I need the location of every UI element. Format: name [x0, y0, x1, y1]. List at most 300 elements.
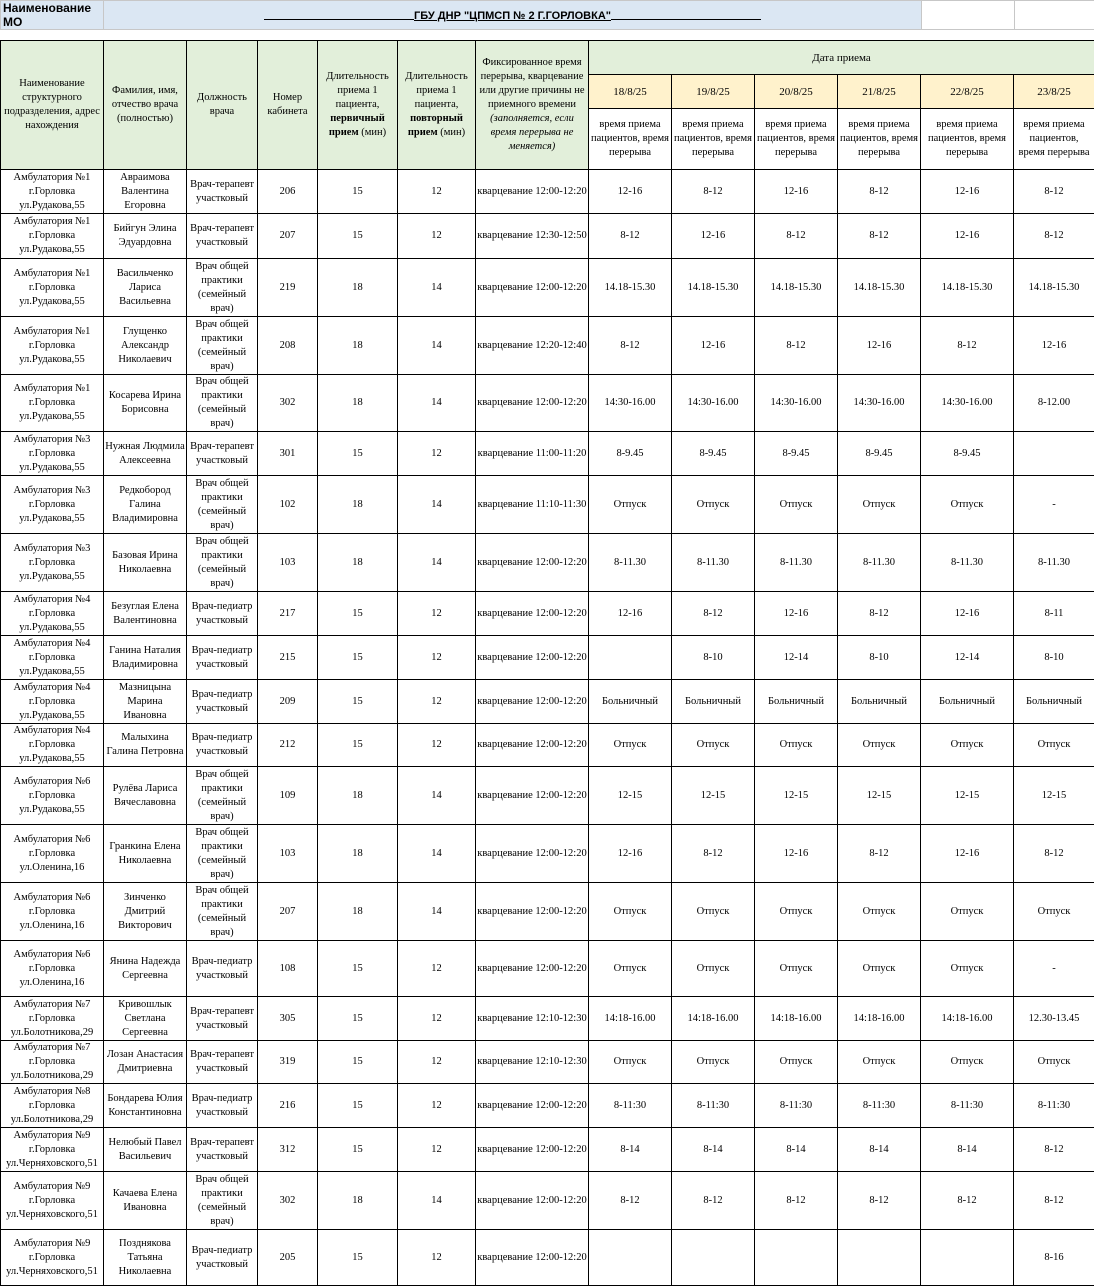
day-schedule-cell[interactable]: 8-12 — [1014, 825, 1094, 883]
day-schedule-cell[interactable]: 12-16 — [755, 170, 838, 214]
cabinet-cell[interactable]: 103 — [258, 534, 318, 592]
table-row — [1, 825, 1094, 883]
date-subheader: время приема пациентов, время перерыва — [921, 109, 1014, 170]
day-schedule-cell[interactable]: 8-11.30 — [672, 534, 755, 592]
position-cell[interactable]: Врач общей практики (семейный врач) — [187, 317, 258, 375]
unit-cell[interactable]: Амбулатория №1 г.Горловка ул.Рудакова,55 — [1, 214, 104, 259]
break-cell[interactable]: кварцевание 12:00-12:20 — [476, 534, 589, 592]
day-schedule-cell[interactable]: Отпуск — [672, 1041, 755, 1084]
cabinet-cell[interactable]: 305 — [258, 997, 318, 1041]
repeat-duration-cell[interactable]: 12 — [398, 997, 476, 1041]
cabinet-cell[interactable]: 103 — [258, 825, 318, 883]
day-schedule-cell[interactable]: 14.18-15.30 — [672, 259, 755, 317]
day-schedule-cell[interactable]: 8-12 — [1014, 1172, 1094, 1230]
repeat-duration-cell[interactable]: 12 — [398, 170, 476, 214]
day-schedule-cell[interactable]: Отпуск — [672, 941, 755, 997]
dates-caption: Дата приема — [589, 41, 1094, 75]
doctor-cell[interactable]: Мазницына Марина Ивановна — [104, 680, 187, 724]
day-schedule-cell[interactable]: Отпуск — [589, 476, 672, 534]
position-cell[interactable]: Врач-терапевт участковый — [187, 997, 258, 1041]
mo-value-cell[interactable] — [104, 1, 922, 30]
day-schedule-cell[interactable]: Больничный — [838, 680, 921, 724]
cabinet-cell[interactable]: 312 — [258, 1128, 318, 1172]
break-cell[interactable]: кварцевание 12:00-12:20 — [476, 375, 589, 432]
position-cell[interactable]: Врач-педиатр участковый — [187, 592, 258, 636]
break-cell[interactable]: кварцевание 12:30-12:50 — [476, 214, 589, 259]
unit-cell[interactable]: Амбулатория №9 г.Горловка ул.Черняховского,51 — [1, 1230, 104, 1286]
day-schedule-cell[interactable]: - — [1014, 941, 1094, 997]
primary-duration-cell[interactable]: 18 — [318, 534, 398, 592]
unit-cell[interactable]: Амбулатория №8 г.Горловка ул.Болотникова,29 — [1, 1084, 104, 1128]
day-schedule-cell[interactable]: 8-12 — [838, 825, 921, 883]
position-cell[interactable]: Врач-педиатр участковый — [187, 680, 258, 724]
unit-cell[interactable]: Амбулатория №4 г.Горловка ул.Рудакова,55 — [1, 680, 104, 724]
day-schedule-cell[interactable]: Отпуск — [921, 883, 1014, 941]
unit-cell[interactable]: Амбулатория №1 г.Горловка ул.Рудакова,55 — [1, 259, 104, 317]
table-row — [1, 636, 1094, 680]
day-schedule-cell[interactable]: Больничный — [589, 680, 672, 724]
day-schedule-cell[interactable]: 12-16 — [589, 592, 672, 636]
day-schedule-cell[interactable]: 8-9.45 — [838, 432, 921, 476]
unit-cell[interactable]: Амбулатория №3 г.Горловка ул.Рудакова,55 — [1, 476, 104, 534]
date-header: 22/8/25 — [921, 75, 1014, 109]
day-schedule-cell[interactable] — [589, 636, 672, 680]
day-schedule-cell[interactable]: 12-15 — [589, 767, 672, 825]
break-cell[interactable]: кварцевание 12:10-12:30 — [476, 997, 589, 1041]
doctor-cell[interactable]: Бийгун Элина Эдуардовна — [104, 214, 187, 259]
day-schedule-cell[interactable]: Отпуск — [838, 724, 921, 767]
position-cell[interactable]: Врач-терапевт участковый — [187, 170, 258, 214]
repeat-duration-cell[interactable]: 14 — [398, 1172, 476, 1230]
doctor-cell[interactable]: Рулёва Лариса Вячеславовна — [104, 767, 187, 825]
break-cell[interactable]: кварцевание 12:00-12:20 — [476, 767, 589, 825]
day-schedule-cell[interactable]: 8-11.30 — [921, 534, 1014, 592]
doctor-cell[interactable]: Нужная Людмила Алексеевна — [104, 432, 187, 476]
position-cell[interactable]: Врач-педиатр участковый — [187, 724, 258, 767]
unit-cell[interactable]: Амбулатория №1 г.Горловка ул.Рудакова,55 — [1, 375, 104, 432]
repeat-duration-cell[interactable]: 14 — [398, 476, 476, 534]
unit-cell[interactable]: Амбулатория №6 г.Горловка ул.Оленина,16 — [1, 941, 104, 997]
day-schedule-cell[interactable]: Отпуск — [838, 883, 921, 941]
day-schedule-cell[interactable]: 8-12 — [838, 170, 921, 214]
table-row — [1, 375, 1094, 432]
position-cell[interactable]: Врач общей практики (семейный врач) — [187, 375, 258, 432]
day-schedule-cell[interactable]: 12-16 — [589, 170, 672, 214]
primary-duration-cell[interactable]: 15 — [318, 1128, 398, 1172]
break-cell[interactable]: кварцевание 12:00-12:20 — [476, 1172, 589, 1230]
day-schedule-cell[interactable]: 8-12 — [589, 1172, 672, 1230]
day-schedule-cell[interactable]: 8-10 — [838, 636, 921, 680]
date-subheader: время приема пациентов, время перерыва — [755, 109, 838, 170]
day-schedule-cell[interactable] — [921, 1230, 1014, 1286]
repeat-duration-cell[interactable]: 12 — [398, 1128, 476, 1172]
repeat-duration-cell[interactable]: 14 — [398, 317, 476, 375]
break-cell[interactable]: кварцевание 12:00-12:20 — [476, 1230, 589, 1286]
break-cell[interactable]: кварцевание 12:00-12:20 — [476, 1084, 589, 1128]
day-schedule-cell[interactable]: 12-16 — [755, 825, 838, 883]
day-schedule-cell[interactable]: 8-14 — [589, 1128, 672, 1172]
unit-cell[interactable]: Амбулатория №6 г.Горловка ул.Рудакова,55 — [1, 767, 104, 825]
day-schedule-cell[interactable]: 14.18-15.30 — [921, 259, 1014, 317]
break-cell[interactable]: кварцевание 12:10-12:30 — [476, 1041, 589, 1084]
primary-duration-cell[interactable]: 15 — [318, 170, 398, 214]
day-schedule-cell[interactable]: 8-14 — [921, 1128, 1014, 1172]
unit-cell[interactable]: Амбулатория №9 г.Горловка ул.Черняховского,51 — [1, 1172, 104, 1230]
cabinet-cell[interactable]: 102 — [258, 476, 318, 534]
repeat-duration-cell[interactable]: 14 — [398, 767, 476, 825]
day-schedule-cell[interactable]: Отпуск — [755, 1041, 838, 1084]
day-schedule-cell[interactable]: Отпуск — [921, 941, 1014, 997]
day-schedule-cell[interactable]: Отпуск — [672, 724, 755, 767]
doctor-cell[interactable]: Бондарева Юлия Константиновна — [104, 1084, 187, 1128]
doctor-cell[interactable]: Авраимова Валентина Егоровна — [104, 170, 187, 214]
primary-duration-cell[interactable]: 15 — [318, 214, 398, 259]
day-schedule-cell[interactable]: 8-10 — [672, 636, 755, 680]
doctor-cell[interactable]: Лозан Анастасия Дмитриевна — [104, 1041, 187, 1084]
day-schedule-cell[interactable]: Отпуск — [755, 883, 838, 941]
cabinet-cell[interactable]: 208 — [258, 317, 318, 375]
day-schedule-cell[interactable]: Отпуск — [589, 724, 672, 767]
day-schedule-cell[interactable]: Отпуск — [921, 1041, 1014, 1084]
day-schedule-cell[interactable]: 12-15 — [1014, 767, 1094, 825]
day-schedule-cell[interactable]: 14.18-15.30 — [755, 259, 838, 317]
day-schedule-cell[interactable]: 12-16 — [921, 170, 1014, 214]
cabinet-cell[interactable]: 108 — [258, 941, 318, 997]
table-row — [1, 170, 1094, 214]
doctor-cell[interactable]: Малыхина Галина Петровна — [104, 724, 187, 767]
doctor-cell[interactable]: Васильченко Лариса Васильевна — [104, 259, 187, 317]
repeat-duration-cell[interactable]: 14 — [398, 825, 476, 883]
break-cell[interactable]: кварцевание 12:00-12:20 — [476, 170, 589, 214]
break-cell[interactable]: кварцевание 12:00-12:20 — [476, 825, 589, 883]
day-schedule-cell[interactable]: 8-12 — [672, 825, 755, 883]
doctor-cell[interactable]: Качаева Елена Ивановна — [104, 1172, 187, 1230]
day-schedule-cell[interactable]: 12-16 — [1014, 317, 1094, 375]
unit-cell[interactable]: Амбулатория №7 г.Горловка ул.Болотникова,29 — [1, 1041, 104, 1084]
repeat-duration-cell[interactable]: 12 — [398, 432, 476, 476]
day-schedule-cell[interactable]: 8-12 — [838, 1172, 921, 1230]
day-schedule-cell[interactable]: 8-12 — [755, 317, 838, 375]
day-schedule-cell[interactable]: 8-14 — [672, 1128, 755, 1172]
repeat-duration-cell[interactable]: 12 — [398, 592, 476, 636]
cabinet-cell[interactable]: 302 — [258, 375, 318, 432]
day-schedule-cell[interactable]: 8-11:30 — [838, 1084, 921, 1128]
day-schedule-cell[interactable]: 8-9.45 — [589, 432, 672, 476]
day-schedule-cell[interactable]: Отпуск — [755, 941, 838, 997]
day-schedule-cell[interactable]: 12-16 — [589, 825, 672, 883]
day-schedule-cell[interactable]: 14.18-15.30 — [589, 259, 672, 317]
day-schedule-cell[interactable]: 8-12 — [755, 214, 838, 259]
primary-duration-cell[interactable]: 18 — [318, 1172, 398, 1230]
repeat-duration-cell[interactable]: 14 — [398, 375, 476, 432]
day-schedule-cell[interactable]: Больничный — [1014, 680, 1094, 724]
repeat-duration-cell[interactable]: 14 — [398, 534, 476, 592]
repeat-duration-cell[interactable]: 12 — [398, 941, 476, 997]
position-cell[interactable]: Врач-терапевт участковый — [187, 1128, 258, 1172]
cabinet-cell[interactable]: 319 — [258, 1041, 318, 1084]
position-cell[interactable]: Врач общей практики (семейный врач) — [187, 259, 258, 317]
doctor-cell[interactable]: Зинченко Дмитрий Викторович — [104, 883, 187, 941]
day-schedule-cell[interactable]: 14.18-15.30 — [838, 259, 921, 317]
position-cell[interactable]: Врач общей практики (семейный врач) — [187, 767, 258, 825]
day-schedule-cell[interactable]: 12-16 — [672, 317, 755, 375]
cabinet-cell[interactable]: 216 — [258, 1084, 318, 1128]
day-schedule-cell[interactable]: Отпуск — [838, 941, 921, 997]
position-cell[interactable]: Врач-педиатр участковый — [187, 636, 258, 680]
day-schedule-cell[interactable]: 8-11:30 — [1014, 1084, 1094, 1128]
day-schedule-cell[interactable]: 8-9.45 — [672, 432, 755, 476]
primary-duration-cell[interactable]: 18 — [318, 259, 398, 317]
position-cell[interactable]: Врач общей практики (семейный врач) — [187, 825, 258, 883]
day-schedule-cell[interactable]: 8-12 — [921, 317, 1014, 375]
day-schedule-cell[interactable]: 14:30-16.00 — [589, 375, 672, 432]
day-schedule-cell[interactable]: Отпуск — [672, 883, 755, 941]
day-schedule-cell[interactable]: 12.30-13.45 — [1014, 997, 1094, 1041]
break-cell[interactable]: кварцевание 12:00-12:20 — [476, 592, 589, 636]
cabinet-cell[interactable]: 207 — [258, 214, 318, 259]
doctor-cell[interactable]: Редкобород Галина Владимировна — [104, 476, 187, 534]
day-schedule-cell[interactable]: Отпуск — [838, 476, 921, 534]
day-schedule-cell[interactable]: 8-11.30 — [589, 534, 672, 592]
day-schedule-cell[interactable]: 8-12 — [838, 592, 921, 636]
day-schedule-cell[interactable]: 8-12 — [921, 1172, 1014, 1230]
day-schedule-cell[interactable] — [838, 1230, 921, 1286]
day-schedule-cell[interactable]: 14:30-16.00 — [921, 375, 1014, 432]
day-schedule-cell[interactable]: Больничный — [755, 680, 838, 724]
unit-cell[interactable]: Амбулатория №6 г.Горловка ул.Оленина,16 — [1, 825, 104, 883]
primary-duration-cell[interactable]: 18 — [318, 375, 398, 432]
primary-duration-cell[interactable]: 15 — [318, 1084, 398, 1128]
day-schedule-cell[interactable]: 14:18-16.00 — [589, 997, 672, 1041]
day-schedule-cell[interactable]: 8-16 — [1014, 1230, 1094, 1286]
day-schedule-cell[interactable]: 12-14 — [755, 636, 838, 680]
break-cell[interactable]: кварцевание 12:00-12:20 — [476, 883, 589, 941]
position-cell[interactable]: Врач-терапевт участковый — [187, 1041, 258, 1084]
day-schedule-cell[interactable]: Отпуск — [589, 883, 672, 941]
primary-duration-cell[interactable]: 18 — [318, 883, 398, 941]
day-schedule-cell[interactable]: 8-14 — [838, 1128, 921, 1172]
doctor-cell[interactable]: Безуглая Елена Валентиновна — [104, 592, 187, 636]
doctor-cell[interactable]: Гранкина Елена Николаевна — [104, 825, 187, 883]
repeat-duration-cell[interactable]: 12 — [398, 724, 476, 767]
primary-duration-cell[interactable]: 15 — [318, 724, 398, 767]
day-schedule-cell[interactable]: 14:18-16.00 — [921, 997, 1014, 1041]
day-schedule-cell[interactable]: Больничный — [672, 680, 755, 724]
position-cell[interactable]: Врач-терапевт участковый — [187, 432, 258, 476]
date-header: 20/8/25 — [755, 75, 838, 109]
position-cell[interactable]: Врач общей практики (семейный врач) — [187, 1172, 258, 1230]
day-schedule-cell[interactable]: Отпуск — [838, 1041, 921, 1084]
break-cell[interactable]: кварцевание 12:20-12:40 — [476, 317, 589, 375]
position-cell[interactable]: Врач общей практики (семейный врач) — [187, 476, 258, 534]
cabinet-cell[interactable]: 206 — [258, 170, 318, 214]
cabinet-cell[interactable]: 215 — [258, 636, 318, 680]
position-cell[interactable]: Врач-педиатр участковый — [187, 1084, 258, 1128]
day-schedule-cell[interactable]: Отпуск — [672, 476, 755, 534]
break-cell[interactable]: кварцевание 11:10-11:30 — [476, 476, 589, 534]
cabinet-cell[interactable]: 301 — [258, 432, 318, 476]
unit-cell[interactable]: Амбулатория №3 г.Горловка ул.Рудакова,55 — [1, 534, 104, 592]
position-cell[interactable]: Врач общей практики (семейный врач) — [187, 534, 258, 592]
day-schedule-cell[interactable]: 14.18-15.30 — [1014, 259, 1094, 317]
day-schedule-cell[interactable]: Отпуск — [1014, 724, 1094, 767]
cabinet-cell[interactable]: 219 — [258, 259, 318, 317]
day-schedule-cell[interactable]: Отпуск — [921, 476, 1014, 534]
break-cell[interactable]: кварцевание 12:00-12:20 — [476, 636, 589, 680]
day-schedule-cell[interactable]: 8-12.00 — [1014, 375, 1094, 432]
repeat-duration-cell[interactable]: 14 — [398, 259, 476, 317]
doctor-cell[interactable]: Базовая Ирина Николаевна — [104, 534, 187, 592]
empty-cell[interactable] — [922, 1, 1015, 30]
day-schedule-cell[interactable]: 8-9.45 — [921, 432, 1014, 476]
table-row — [1, 680, 1094, 724]
day-schedule-cell[interactable] — [1014, 432, 1094, 476]
break-cell[interactable]: кварцевание 11:00-11:20 — [476, 432, 589, 476]
repeat-duration-cell[interactable]: 12 — [398, 680, 476, 724]
unit-cell[interactable]: Амбулатория №4 г.Горловка ул.Рудакова,55 — [1, 592, 104, 636]
day-schedule-cell[interactable]: 8-12 — [672, 592, 755, 636]
day-schedule-cell[interactable]: - — [1014, 476, 1094, 534]
primary-duration-cell[interactable]: 15 — [318, 680, 398, 724]
unit-cell[interactable]: Амбулатория №1 г.Горловка ул.Рудакова,55 — [1, 170, 104, 214]
day-schedule-cell[interactable]: Отпуск — [755, 476, 838, 534]
day-schedule-cell[interactable]: 8-9.45 — [755, 432, 838, 476]
break-cell[interactable]: кварцевание 12:00-12:20 — [476, 259, 589, 317]
primary-duration-cell[interactable]: 18 — [318, 476, 398, 534]
cabinet-cell[interactable]: 212 — [258, 724, 318, 767]
position-cell[interactable]: Врач общей практики (семейный врач) — [187, 883, 258, 941]
day-schedule-cell[interactable]: 8-12 — [755, 1172, 838, 1230]
unit-cell[interactable]: Амбулатория №4 г.Горловка ул.Рудакова,55 — [1, 636, 104, 680]
repeat-duration-cell[interactable]: 14 — [398, 883, 476, 941]
day-schedule-cell[interactable]: 8-12 — [838, 214, 921, 259]
day-schedule-cell[interactable]: 8-11.30 — [755, 534, 838, 592]
day-schedule-cell[interactable]: Отпуск — [1014, 1041, 1094, 1084]
unit-cell[interactable]: Амбулатория №6 г.Горловка ул.Оленина,16 — [1, 883, 104, 941]
doctor-cell[interactable]: Позднякова Татьяна Николаевна — [104, 1230, 187, 1286]
repeat-duration-cell[interactable]: 12 — [398, 1230, 476, 1286]
unit-cell[interactable]: Амбулатория №1 г.Горловка ул.Рудакова,55 — [1, 317, 104, 375]
primary-duration-cell[interactable]: 18 — [318, 767, 398, 825]
day-schedule-cell[interactable]: Отпуск — [755, 724, 838, 767]
day-schedule-cell[interactable]: 8-10 — [1014, 636, 1094, 680]
day-schedule-cell[interactable]: 8-11 — [1014, 592, 1094, 636]
position-cell[interactable]: Врач-терапевт участковый — [187, 214, 258, 259]
doctor-cell[interactable]: Ганина Наталия Владимировна — [104, 636, 187, 680]
repeat-duration-cell[interactable]: 12 — [398, 636, 476, 680]
day-schedule-cell[interactable]: 12-15 — [921, 767, 1014, 825]
cabinet-cell[interactable]: 302 — [258, 1172, 318, 1230]
doctor-cell[interactable]: Янина Надежда Сергеевна — [104, 941, 187, 997]
day-schedule-cell[interactable]: Отпуск — [589, 941, 672, 997]
unit-cell[interactable]: Амбулатория №9 г.Горловка ул.Черняховского,51 — [1, 1128, 104, 1172]
day-schedule-cell[interactable]: 12-14 — [921, 636, 1014, 680]
day-schedule-cell[interactable]: 8-12 — [1014, 1128, 1094, 1172]
cabinet-cell[interactable]: 109 — [258, 767, 318, 825]
primary-duration-cell[interactable]: 18 — [318, 317, 398, 375]
primary-duration-cell[interactable]: 18 — [318, 825, 398, 883]
day-schedule-cell[interactable] — [589, 1230, 672, 1286]
day-schedule-cell[interactable]: Больничный — [921, 680, 1014, 724]
day-schedule-cell[interactable]: 12-16 — [838, 317, 921, 375]
unit-cell[interactable]: Амбулатория №7 г.Горловка ул.Болотникова,29 — [1, 997, 104, 1041]
primary-duration-cell[interactable]: 15 — [318, 432, 398, 476]
day-schedule-cell[interactable]: 8-11:30 — [921, 1084, 1014, 1128]
repeat-duration-cell[interactable]: 12 — [398, 1084, 476, 1128]
day-schedule-cell[interactable]: 8-11.30 — [838, 534, 921, 592]
day-schedule-cell[interactable]: 14:30-16.00 — [755, 375, 838, 432]
break-cell[interactable]: кварцевание 12:00-12:20 — [476, 680, 589, 724]
spacer-row — [0, 27, 1094, 41]
cabinet-cell[interactable]: 205 — [258, 1230, 318, 1286]
day-schedule-cell[interactable]: 12-16 — [755, 592, 838, 636]
day-schedule-cell[interactable]: 12-16 — [921, 825, 1014, 883]
doctor-cell[interactable]: Кривошлык Светлана Сергеевна — [104, 997, 187, 1041]
day-schedule-cell[interactable]: 8-11:30 — [755, 1084, 838, 1128]
day-schedule-cell[interactable]: 8-12 — [1014, 214, 1094, 259]
day-schedule-cell[interactable]: 14:30-16.00 — [838, 375, 921, 432]
doctor-cell[interactable]: Нелюбый Павел Васильевич — [104, 1128, 187, 1172]
day-schedule-cell[interactable]: 8-12 — [589, 317, 672, 375]
repeat-duration-cell[interactable]: 12 — [398, 1041, 476, 1084]
day-schedule-cell[interactable]: 12-16 — [672, 214, 755, 259]
day-schedule-cell[interactable]: 8-14 — [755, 1128, 838, 1172]
cabinet-cell[interactable]: 209 — [258, 680, 318, 724]
break-cell[interactable]: кварцевание 12:00-12:20 — [476, 1128, 589, 1172]
primary-duration-cell[interactable]: 15 — [318, 636, 398, 680]
doctor-cell[interactable]: Косарева Ирина Борисовна — [104, 375, 187, 432]
break-cell[interactable]: кварцевание 12:00-12:20 — [476, 724, 589, 767]
day-schedule-cell[interactable]: 12-16 — [921, 592, 1014, 636]
day-schedule-cell[interactable]: 8-12 — [672, 170, 755, 214]
day-schedule-cell[interactable]: 8-11.30 — [1014, 534, 1094, 592]
day-schedule-cell[interactable]: Отпуск — [589, 1041, 672, 1084]
primary-duration-cell[interactable]: 15 — [318, 997, 398, 1041]
position-cell[interactable]: Врач-педиатр участковый — [187, 941, 258, 997]
primary-duration-cell[interactable]: 15 — [318, 941, 398, 997]
day-schedule-cell[interactable]: 14:18-16.00 — [838, 997, 921, 1041]
unit-cell[interactable]: Амбулатория №3 г.Горловка ул.Рудакова,55 — [1, 432, 104, 476]
primary-duration-cell[interactable]: 15 — [318, 592, 398, 636]
day-schedule-cell[interactable]: 8-12 — [589, 214, 672, 259]
primary-duration-cell[interactable]: 15 — [318, 1230, 398, 1286]
cabinet-cell[interactable]: 217 — [258, 592, 318, 636]
position-cell[interactable]: Врач-педиатр участковый — [187, 1230, 258, 1286]
day-schedule-cell[interactable]: 12-15 — [838, 767, 921, 825]
day-schedule-cell[interactable] — [755, 1230, 838, 1286]
day-schedule-cell[interactable]: 8-11:30 — [672, 1084, 755, 1128]
day-schedule-cell[interactable]: 14:30-16.00 — [672, 375, 755, 432]
primary-duration-cell[interactable]: 15 — [318, 1041, 398, 1084]
day-schedule-cell[interactable]: 8-12 — [1014, 170, 1094, 214]
doctor-cell[interactable]: Глущенко Александр Николаевич — [104, 317, 187, 375]
empty-cell[interactable] — [1015, 1, 1094, 30]
day-schedule-cell[interactable]: 8-11:30 — [589, 1084, 672, 1128]
break-cell[interactable]: кварцевание 12:00-12:20 — [476, 941, 589, 997]
cabinet-cell[interactable]: 207 — [258, 883, 318, 941]
day-schedule-cell[interactable]: 14:18-16.00 — [755, 997, 838, 1041]
day-schedule-cell[interactable]: 8-12 — [672, 1172, 755, 1230]
unit-cell[interactable]: Амбулатория №4 г.Горловка ул.Рудакова,55 — [1, 724, 104, 767]
day-schedule-cell[interactable]: 12-15 — [672, 767, 755, 825]
day-schedule-cell[interactable]: Отпуск — [921, 724, 1014, 767]
repeat-duration-cell[interactable]: 12 — [398, 214, 476, 259]
day-schedule-cell[interactable]: Отпуск — [1014, 883, 1094, 941]
day-schedule-cell[interactable]: 12-15 — [755, 767, 838, 825]
day-schedule-cell[interactable]: 14:18-16.00 — [672, 997, 755, 1041]
day-schedule-cell[interactable]: 12-16 — [921, 214, 1014, 259]
day-schedule-cell[interactable] — [672, 1230, 755, 1286]
